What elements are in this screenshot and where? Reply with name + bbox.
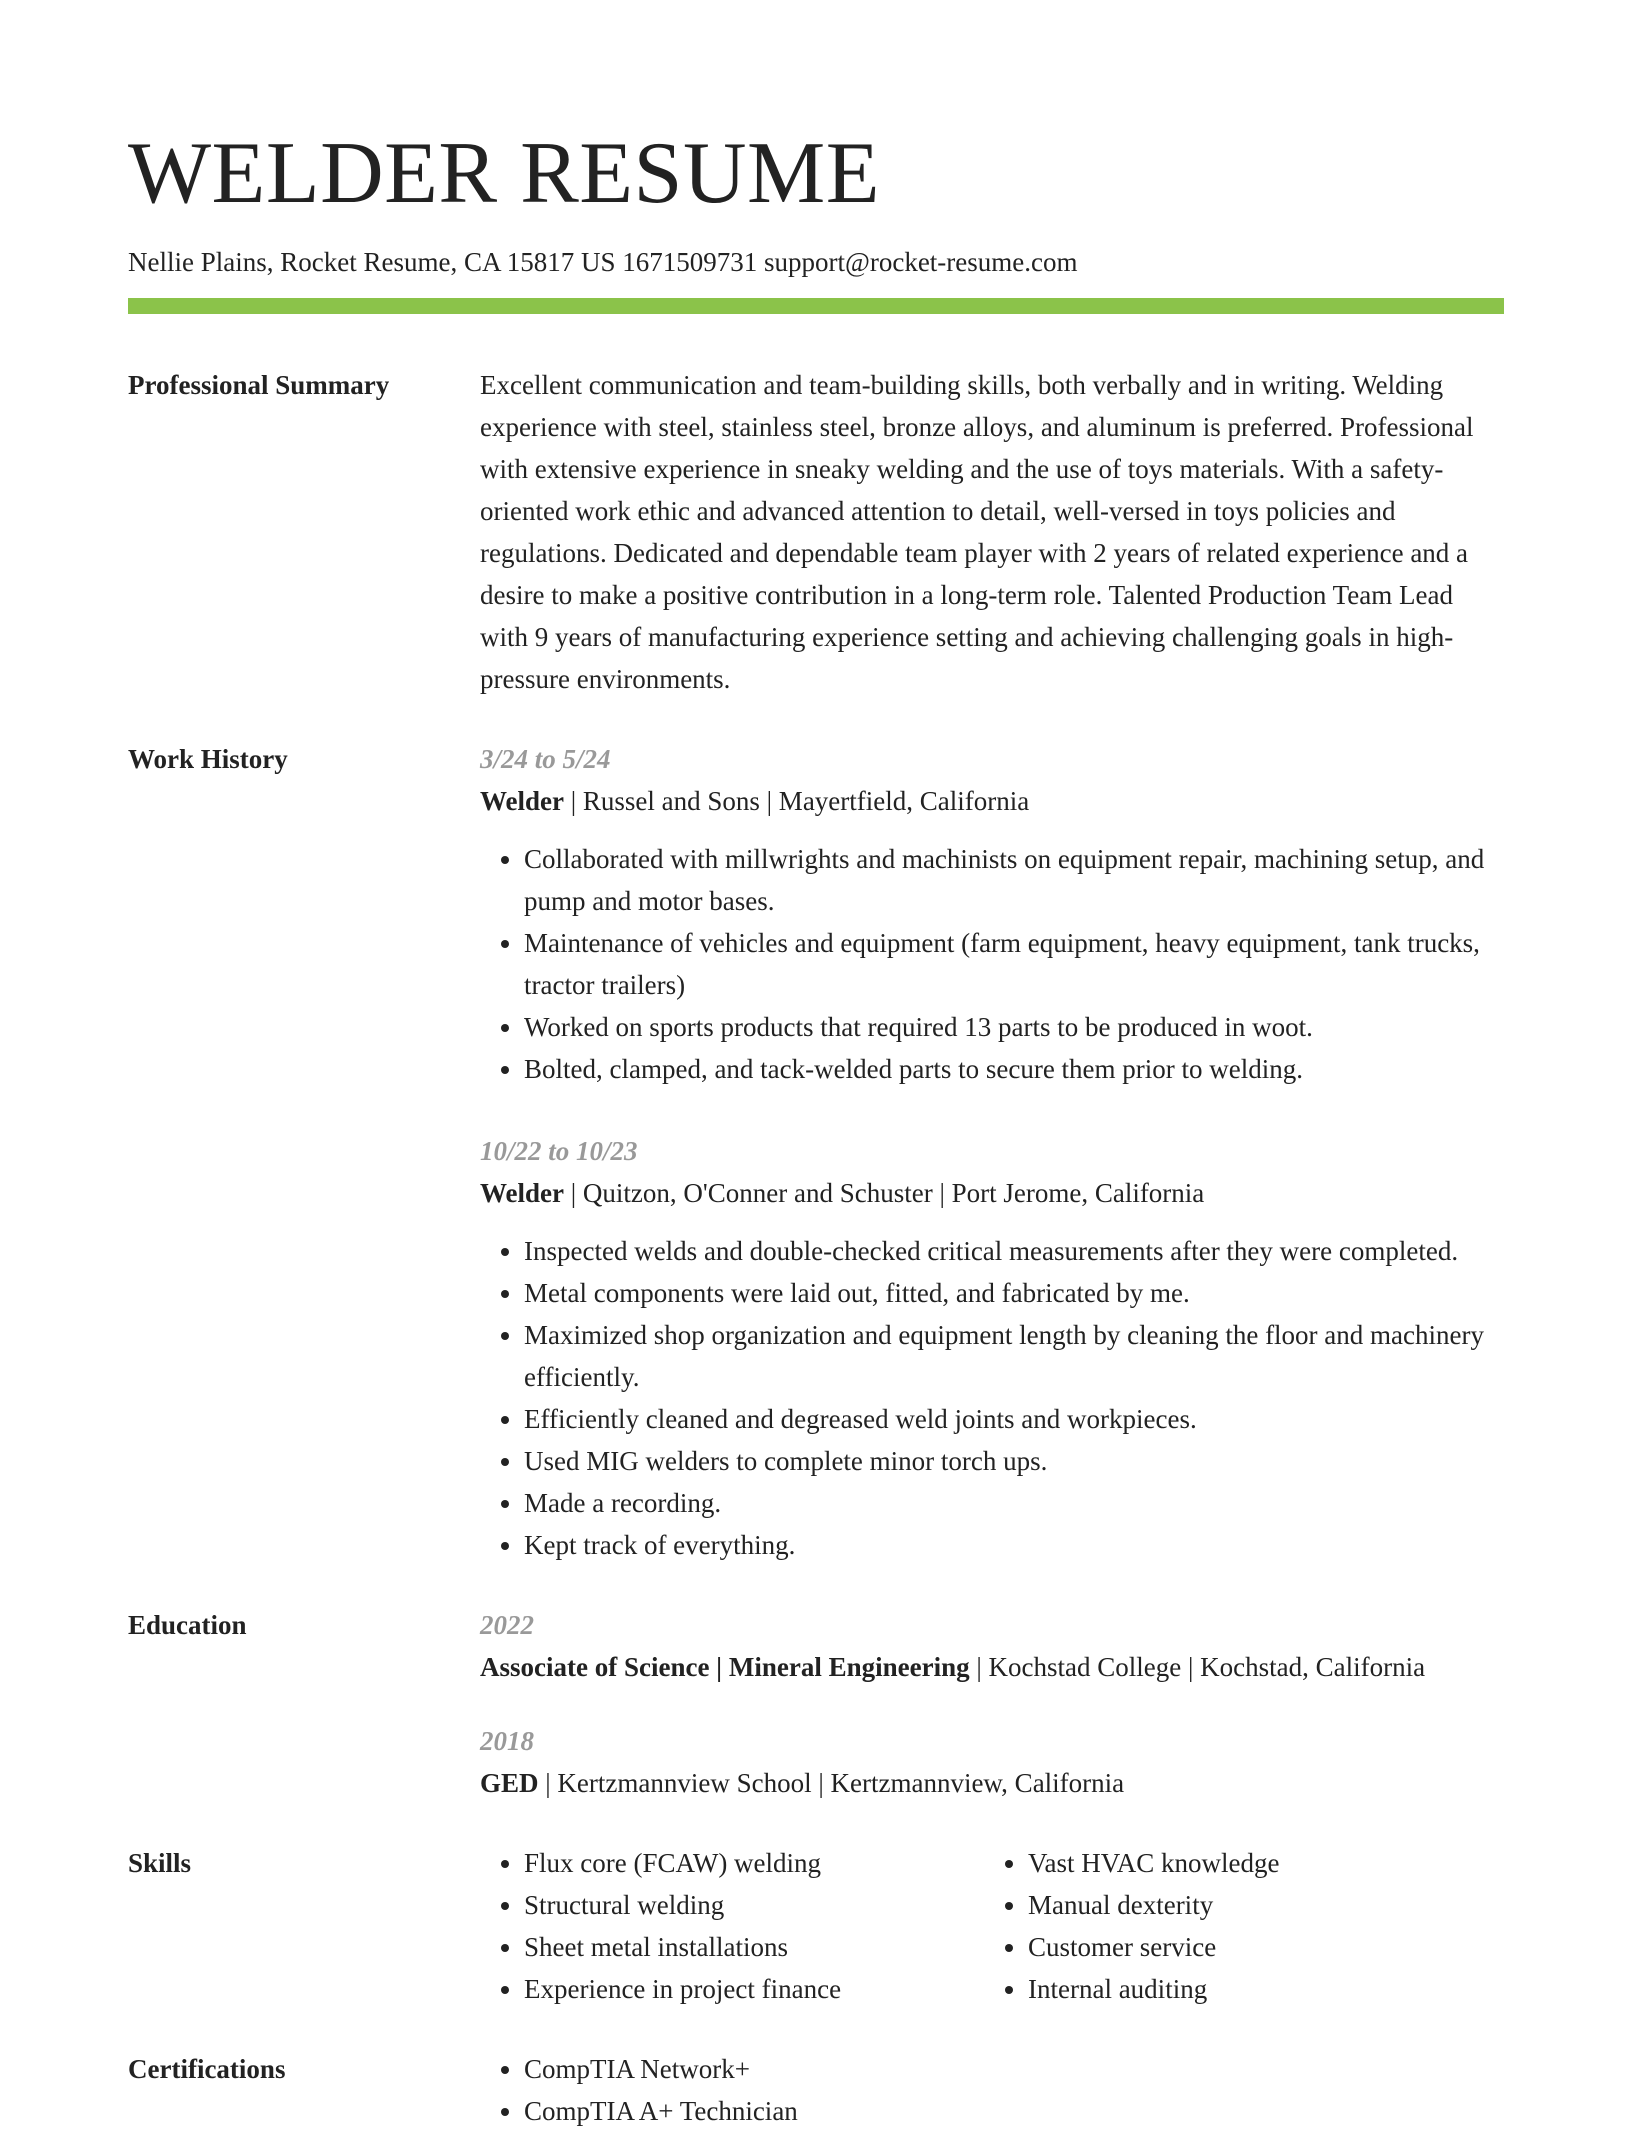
education-entry (480, 1604, 1504, 1688)
list-item: • Sheet metal installations (524, 1926, 984, 1968)
section-label: Education (128, 1610, 247, 1641)
skills-section (128, 1842, 1504, 2010)
list-item: • Internal auditing (1028, 1968, 1488, 2010)
job-employer: | Quitzon, O'Conner and Schuster | Port Jerome, California (563, 1178, 1205, 1209)
section-label: Certifications (128, 2054, 286, 2085)
list-item: • Maximized shop organization and equipment length by cleaning the floor and machinery efficiently. (524, 1314, 1504, 1398)
job-employer: | Russel and Sons | Mayertfield, California (563, 786, 1030, 817)
job-role: Welder (480, 1178, 564, 1209)
list-item: • Used MIG welders to complete minor torch ups. (524, 1440, 1504, 1482)
skills-column-2 (984, 1842, 1488, 2010)
certifications-list (480, 2048, 1504, 2132)
job-bullets (480, 838, 1504, 1090)
job-heading (480, 1172, 1504, 1214)
section-label: Work History (128, 744, 288, 775)
contact-line: Nellie Plains, Rocket Resume, CA 15817 US 1671509731 support@rocket-resume.com (128, 247, 1078, 277)
job-heading (480, 780, 1504, 822)
list-item: • Maintenance of vehicles and equipment (farm equipment, heavy equipment, tank trucks, tractor trailers) (524, 922, 1504, 1006)
list-item: • Collaborated with millwrights and machinists on equipment repair, machining setup, and pump and motor bases. (524, 838, 1504, 922)
list-item: • Experience in project finance (524, 1968, 984, 2010)
job-role: Welder (480, 786, 564, 817)
list-item: • Customer service (1028, 1926, 1488, 1968)
education-date: 2018 (480, 1726, 534, 1757)
list-item: • CompTIA A+ Technician (524, 2090, 1504, 2132)
degree: GED (480, 1768, 539, 1799)
list-item: • Efficiently cleaned and degreased weld joints and workpieces. (524, 1398, 1504, 1440)
job-entry (480, 738, 1504, 1090)
list-item: • Worked on sports products that required 13 parts to be produced in woot. (524, 1006, 1504, 1048)
header-divider (128, 298, 1504, 314)
list-item: • CompTIA Network+ (524, 2048, 1504, 2090)
list-item: • Manual dexterity (1028, 1884, 1488, 1926)
resume-title: WELDER RESUME (128, 125, 881, 222)
list-item: • Structural welding (524, 1884, 984, 1926)
school: | Kochstad College | Kochstad, California (969, 1652, 1426, 1683)
list-item: • Inspected welds and double-checked critical measurements after they were completed. (524, 1230, 1504, 1272)
school: | Kertzmannview School | Kertzmannview, California (538, 1768, 1125, 1799)
job-date: 10/22 to 10/23 (480, 1136, 638, 1167)
list-item: • Flux core (FCAW) welding (524, 1842, 984, 1884)
skills-column-1 (480, 1842, 984, 2010)
certifications-section (128, 2048, 1504, 2132)
education-heading (480, 1762, 1504, 1804)
education-entry (480, 1720, 1504, 1804)
job-date: 3/24 to 5/24 (480, 744, 611, 775)
education-heading (480, 1646, 1504, 1688)
list-item: • Kept track of everything. (524, 1524, 1504, 1566)
education-section (128, 1604, 1504, 1804)
section-label: Professional Summary (128, 370, 390, 401)
job-entry (480, 1130, 1504, 1566)
list-item: • Bolted, clamped, and tack-welded parts to secure them prior to welding. (524, 1048, 1504, 1090)
resume-page (128, 118, 1504, 2132)
job-bullets (480, 1230, 1504, 1566)
list-item: • Vast HVAC knowledge (1028, 1842, 1488, 1884)
professional-summary-section (128, 364, 1504, 700)
education-date: 2022 (480, 1610, 534, 1641)
list-item: • Made a recording. (524, 1482, 1504, 1524)
degree: Associate of Science | Mineral Engineering (480, 1652, 970, 1683)
section-label: Skills (128, 1848, 192, 1879)
work-history-section (128, 738, 1504, 1566)
summary-text: Excellent communication and team-building skills, both verbally and in writing. Welding experience with steel, stainless steel, bronze alloys, and aluminum is preferred. Professional with extensive experience in sneaky welding and the use of toys materials. With a safety-oriented work ethic and advanced attention to detail, well-versed in toys policies and regulations. Dedicated and dependable team player with 2 years of related experience and a desire to make a positive contribution in a long-term role. Talented Production Team Lead with 9 years of manufacturing experience setting and achieving challenging goals in high-pressure environments. (480, 370, 1474, 695)
list-item: • Metal components were laid out, fitted, and fabricated by me. (524, 1272, 1504, 1314)
